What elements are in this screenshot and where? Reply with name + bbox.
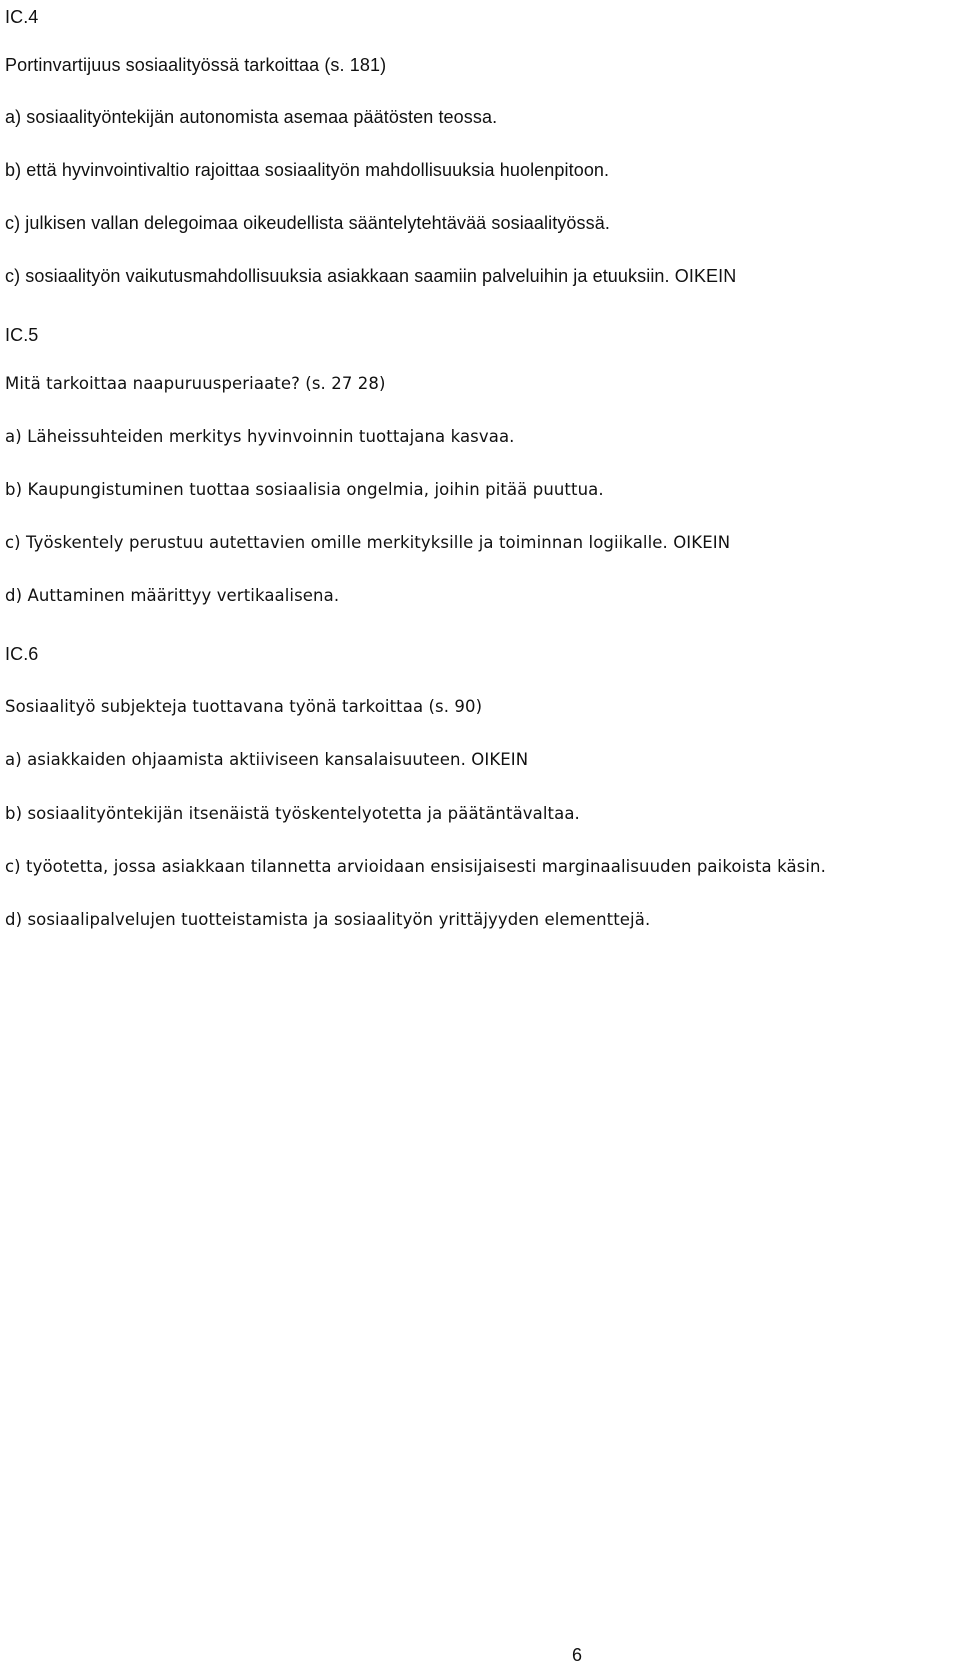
answer-option: a) asiakkaiden ohjaamista aktiiviseen kansalaisuuteen. OIKEIN <box>5 750 529 769</box>
page-number: 6 <box>572 1645 583 1665</box>
answer-option: a) Läheissuhteiden merkitys hyvinvoinnin tuottajana kasvaa. <box>5 427 515 446</box>
answer-option: d) sosiaalipalvelujen tuotteistamista ja sosiaalityön yrittäjyyden elementtejä. <box>5 910 651 929</box>
answer-option: c) Työskentely perustuu autettavien omille merkityksille ja toiminnan logiikalle. OIKEIN <box>5 533 731 552</box>
question-prompt: Sosiaalityö subjekteja tuottavana työnä tarkoittaa (s. 90) <box>5 697 483 716</box>
question-prompt: Portinvartijuus sosiaalityössä tarkoittaa (s. 181) <box>5 55 387 75</box>
answer-option: c) työotetta, jossa asiakkaan tilannetta arvioidaan ensisijaisesti marginaalisuuden paikoista käsin. <box>5 857 826 876</box>
answer-option: c) sosiaalityön vaikutusmahdollisuuksia asiakkaan saamiin palveluihin ja etuuksiin. OIKEIN <box>5 266 737 286</box>
answer-option: b) Kaupungistuminen tuottaa sosiaalisia ongelmia, joihin pitää puuttua. <box>5 480 604 499</box>
answer-option: b) että hyvinvointivaltio rajoittaa sosiaalityön mahdollisuuksia huolenpitoon. <box>5 160 610 180</box>
answer-option: d) Auttaminen määrittyy vertikaalisena. <box>5 586 340 605</box>
question-id: IC.5 <box>5 325 39 345</box>
question-id: IC.4 <box>5 7 39 27</box>
question-id: IC.6 <box>5 644 39 664</box>
question-prompt: Mitä tarkoittaa naapuruusperiaate? (s. 27 28) <box>5 374 386 393</box>
answer-option: b) sosiaalityöntekijän itsenäistä työskentelyotetta ja päätäntävaltaa. <box>5 804 580 823</box>
answer-option: a) sosiaalityöntekijän autonomista asemaa päätösten teossa. <box>5 107 498 127</box>
answer-option: c) julkisen vallan delegoimaa oikeudellista sääntelytehtävää sosiaalityössä. <box>5 213 610 233</box>
